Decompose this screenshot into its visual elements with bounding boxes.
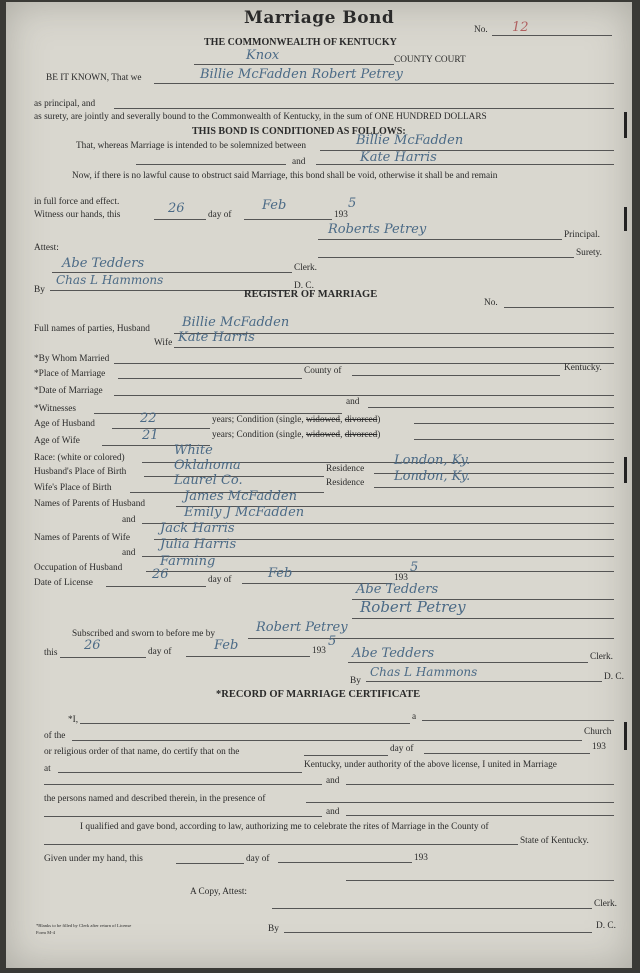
bond-number-label: No. [474,25,488,35]
register-heading: REGISTER OF MARRIAGE [244,289,378,300]
cert-i-label: *I, [68,715,79,725]
witness-year-handwritten: 5 [348,196,357,211]
cert-witness-and: and [326,807,340,817]
condition-husband-line [414,423,614,424]
footer-note: *Blanks to be filled by Clerk after return of License [36,923,132,928]
license-day-of: day of [208,575,232,585]
as-surety-text: as surety, are jointly and severally bound to the Commonwealth of Kentucky, in the sum of ONE HUNDRED DOLLARS [34,112,487,122]
binder-mark [624,722,627,750]
cert-given-day-of: day of [246,854,270,864]
occupation-line [146,571,614,572]
witness-text: Witness our hands, this [34,210,121,220]
husband-residence-handwritten: London, Ky. [394,453,471,468]
condition-husband-text: years; Condition (single, widowed, divorced) [212,415,381,425]
attest-label: Attest: [34,243,59,253]
register-sig1: Abe Tedders [356,582,439,597]
husband-birth-handwritten: Oklahoma [174,458,241,473]
wife-name-line [174,347,614,348]
clerk-signature: Abe Tedders [62,256,145,271]
county-line [194,64,394,65]
witnesses-label: *Witnesses [34,404,76,414]
husband-parents-and: and [122,515,136,525]
wife-residence-label: Residence [326,478,365,488]
cert-given-text: Given under my hand, this [44,854,143,864]
race-handwritten: White [174,443,213,458]
certificate-heading: *RECORD OF MARRIAGE CERTIFICATE [216,689,421,700]
now-if-text: Now, if there is no lawful cause to obstruct said Marriage, this bond shall be void, otherwise it shall be and remain [72,171,498,181]
sworn-by-label: By [350,676,361,686]
cert-witness2-line [346,815,614,816]
sworn-clerk-line [348,662,588,663]
husband-parent2-handwritten: Emily J McFadden [184,505,305,520]
sworn-clerk-signature: Abe Tedders [352,646,435,661]
bond-number-line [492,35,612,36]
commonwealth-heading: THE COMMONWEALTH OF KENTUCKY [204,37,397,48]
principal-signature: Roberts Petrey [328,222,427,237]
cert-day-of: day of [390,744,414,754]
principals-line [154,83,614,84]
subscriber-handwritten: Robert Petrey [256,620,348,635]
cert-name-line [80,723,410,724]
as-principal-text: as principal, and [34,99,96,109]
register-number-label: No. [484,298,498,308]
sworn-day-of: day of [148,647,172,657]
license-day-line [106,586,206,587]
be-it-known-text: BE IT KNOWN, That we [46,73,142,83]
footer-form: Form M-4 [36,930,56,935]
husband-name-handwritten: Billie McFadden [182,315,290,330]
license-year-handwritten: 5 [410,560,419,575]
year-prefix-text: 193 [334,210,348,220]
wife-birth-label: Wife's Place of Birth [34,483,112,493]
subscribed-text: Subscribed and sworn to before me by [72,629,216,639]
cert-party2-line [346,784,614,785]
date-line [114,395,614,396]
register-number-line [504,307,614,308]
wife-label: Wife [154,338,173,348]
cert-officiant-line [346,880,614,881]
cert-day-line [304,755,388,756]
principal-line [318,239,562,240]
cert-of-the-label: of the [44,731,66,741]
witness-month-handwritten: Feb [262,198,287,213]
whereas-text: That, whereas Marriage is intended to be solemnized between [76,141,307,151]
cert-religious-text: or religious order of that name, do certify that on the [44,747,240,757]
sworn-day-handwritten: 26 [84,638,101,653]
witnesses-and-text: and [346,397,360,407]
license-year-prefix: 193 [394,573,408,583]
sworn-day-line [60,657,146,658]
copy-attest-label: A Copy, Attest: [190,887,247,897]
cert-witness1-line [44,816,322,817]
place-label: *Place of Marriage [34,369,106,379]
wife-residence-handwritten: London, Ky. [394,469,471,484]
cert-presence-line [306,802,614,803]
binder-mark [624,112,627,138]
copy-by-label: By [268,924,279,934]
place-line [118,378,302,379]
marriage-bond-document [6,2,632,968]
groom-handwritten: Billie McFadden [356,133,464,148]
copy-clerk-line [272,908,592,909]
condition-wife-line [414,439,614,440]
kentucky-label: Kentucky. [564,363,602,373]
cert-a-label: a [412,712,417,722]
wife-parent2-handwritten: Julia Harris [160,537,237,552]
this-text: this [44,648,58,658]
sworn-month-handwritten: Feb [214,638,239,653]
principals-handwritten: Billie McFadden Robert Petrey [200,67,403,82]
cert-persons-text: the persons named and described therein, in the presence of [44,794,266,804]
sworn-year-prefix: 193 [312,646,326,656]
license-day-handwritten: 26 [152,567,169,582]
cert-and-text: and [326,776,340,786]
cert-given-day-line [176,863,244,864]
clerk-label: Clerk. [294,263,317,273]
by-whom-line [114,363,614,364]
wife-birth-handwritten: Laurel Co. [174,473,243,488]
husband-residence-label: Residence [326,464,365,474]
cert-given-month-line [278,862,412,863]
conditioned-heading: THIS BOND IS CONDITIONED AS FOLLOWS: [192,126,406,137]
copy-clerk-label: Clerk. [594,899,617,909]
bride-handwritten: Kate Harris [360,150,437,165]
race-label: Race: (white or colored) [34,453,125,463]
copy-dc-label: D. C. [596,921,616,931]
witness-day-line [154,219,206,220]
dc-label: D. C. [294,281,314,291]
by-label: By [34,285,45,295]
husband-parents-label: Names of Parents of Husband [34,499,146,509]
surety-label: Surety. [576,248,602,258]
cert-kentucky-text: Kentucky, under authority of the above license, I united in Marriage [304,760,557,770]
surety-name-line [114,108,614,109]
by-whom-label: *By Whom Married [34,354,110,364]
in-full-force-text: in full force and effect. [34,197,120,207]
date-license-label: Date of License [34,578,93,588]
cert-place-line [58,772,302,773]
principal-label: Principal. [564,230,600,240]
age-husband-handwritten: 22 [140,411,157,426]
wife-name-handwritten: Kate Harris [178,330,255,345]
cert-church-line [72,740,582,741]
sworn-month-line [186,656,310,657]
county-handwritten: Knox [246,48,280,63]
cert-title-line [422,720,614,721]
husband-parent1-handwritten: James McFadden [184,489,297,504]
age-wife-handwritten: 21 [142,428,159,443]
age-husband-label: Age of Husband [34,419,95,429]
condition-wife-text: years; Condition (single, widowed, divorced) [212,430,381,440]
license-month-handwritten: Feb [268,566,293,581]
sworn-clerk-label: Clerk. [590,652,613,662]
cert-year-prefix: 193 [592,742,606,752]
and-text: and [292,157,306,167]
husband-birth-label: Husband's Place of Birth [34,467,127,477]
marriage-county-line [352,375,560,376]
bride-line [316,164,614,165]
register-sig2-line [352,618,614,619]
sworn-dc-line [366,681,602,682]
cert-at-label: at [44,764,51,774]
witness-day-handwritten: 26 [168,201,185,216]
binder-mark [624,457,627,483]
cert-given-year-prefix: 193 [414,853,428,863]
groom-line-2 [136,164,286,165]
county-of-label: County of [304,366,342,376]
witness1-line [94,413,342,414]
county-court-label: COUNTY COURT [394,55,466,65]
occupation-handwritten: Farming [160,554,216,569]
bond-number-value: 12 [512,20,529,35]
cert-state-text: State of Kentucky. [520,836,589,846]
age-wife-label: Age of Wife [34,436,80,446]
wife-parents-and: and [122,548,136,558]
date-label: *Date of Marriage [34,386,103,396]
binder-mark [624,207,627,231]
full-names-label: Full names of parties, Husband [34,324,150,334]
copy-dc-line [284,932,592,933]
sworn-dc-signature: Chas L Hammons [370,665,478,679]
cert-party1-line [44,784,322,785]
subscriber-line [248,638,614,639]
surety-line [318,257,574,258]
sworn-dc-label: D. C. [604,672,624,682]
wife-parents-label: Names of Parents of Wife [34,533,131,543]
cert-qualified-text: I qualified and gave bond, according to law, authorizing me to celebrate the rites of Marriage in the County of [80,822,489,832]
witness2-line [368,407,614,408]
day-of-text: day of [208,210,232,220]
wife-residence-line [374,487,614,488]
age-husband-line [112,428,210,429]
register-sig2: Robert Petrey [360,598,466,616]
wife-parent1-handwritten: Jack Harris [160,521,235,536]
dc-signature: Chas L Hammons [56,273,164,287]
cert-county-line [44,844,518,845]
cert-church-label: Church [584,727,612,737]
cert-month-line [424,753,590,754]
witness-month-line [244,219,332,220]
sworn-year-handwritten: 5 [328,634,337,649]
occupation-label: Occupation of Husband [34,563,123,573]
document-title: Marriage Bond [244,8,395,28]
